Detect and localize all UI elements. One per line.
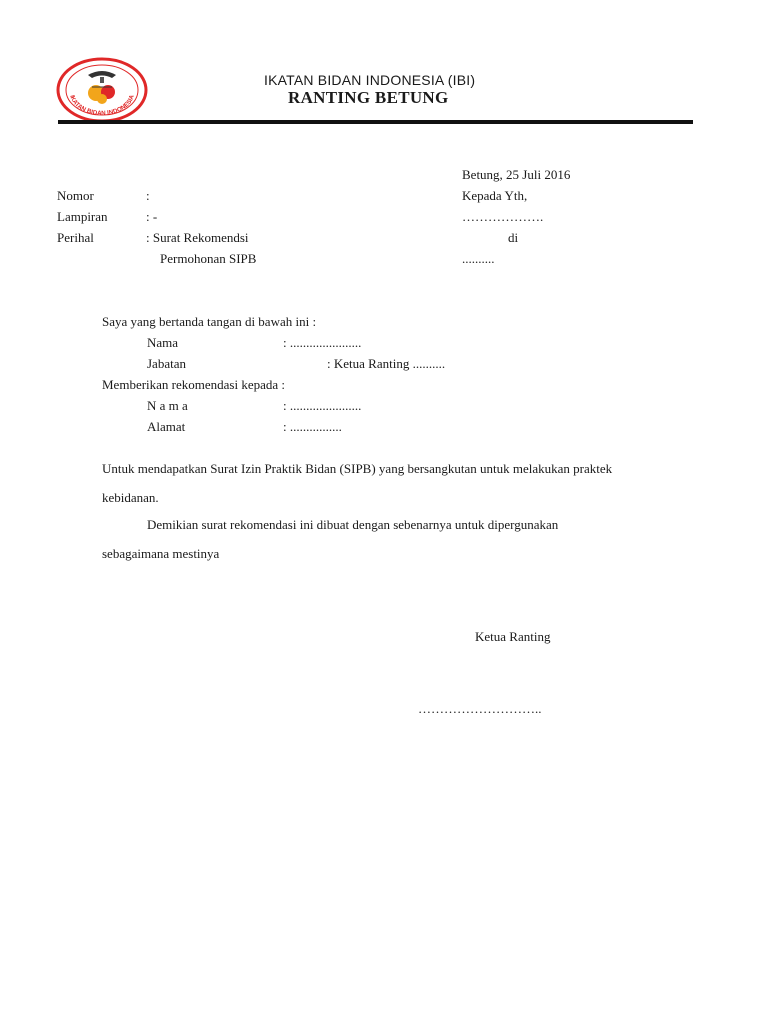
lampiran-value: : -	[146, 209, 158, 224]
closing-paragraph-line-2: sebagaimana mestinya	[102, 546, 220, 561]
closing-paragraph-line-1: Demikian surat rekomendasi ini dibuat dengan sebenarnya untuk dipergunakan	[147, 517, 559, 532]
signer-position-value: : Ketua Ranting ..........	[327, 356, 446, 371]
purpose-paragraph-line-2: kebidanan.	[102, 490, 159, 505]
perihal-value: : Surat Rekomendsi	[146, 230, 249, 245]
recommended-address-label: Alamat	[147, 419, 186, 434]
purpose-paragraph-line-1: Untuk mendapatkan Surat Izin Praktik Bidan (SIPB) yang bersangkutan untuk melakukan praktek	[102, 461, 613, 476]
signer-name-value: : ......................	[283, 335, 362, 350]
logo-text: IKATAN BIDAN INDONESIA	[68, 94, 136, 118]
recommended-address-value: : ................	[283, 419, 342, 434]
recipient-place-placeholder: ..........	[462, 251, 495, 266]
perihal-label: Perihal	[57, 230, 94, 245]
recipient-name-placeholder: ……………….	[462, 209, 544, 224]
organization-name: IKATAN BIDAN INDONESIA (IBI)	[264, 72, 476, 88]
perihal-value-continued: Permohonan SIPB	[160, 251, 257, 266]
recommended-name-label: N a m a	[147, 398, 188, 413]
place-date: Betung, 25 Juli 2016	[462, 167, 571, 182]
recipient-salutation: Kepada Yth,	[462, 188, 528, 203]
signer-position-label: Jabatan	[147, 356, 186, 371]
nomor-value: :	[146, 188, 150, 203]
recipient-di: di	[508, 230, 519, 245]
signature-name-placeholder: ………………………..	[418, 701, 542, 716]
recommended-name-value: : ......................	[283, 398, 362, 413]
branch-name: RANTING BETUNG	[288, 88, 449, 107]
lampiran-label: Lampiran	[57, 209, 108, 224]
nomor-label: Nomor	[57, 188, 94, 203]
signature-title: Ketua Ranting	[475, 629, 551, 644]
intro-statement: Saya yang bertanda tangan di bawah ini :	[102, 314, 317, 329]
header-rule	[58, 120, 693, 124]
signer-name-label: Nama	[147, 335, 179, 350]
recommend-intro: Memberikan rekomendasi kepada :	[102, 377, 286, 392]
ibi-logo	[56, 57, 148, 123]
